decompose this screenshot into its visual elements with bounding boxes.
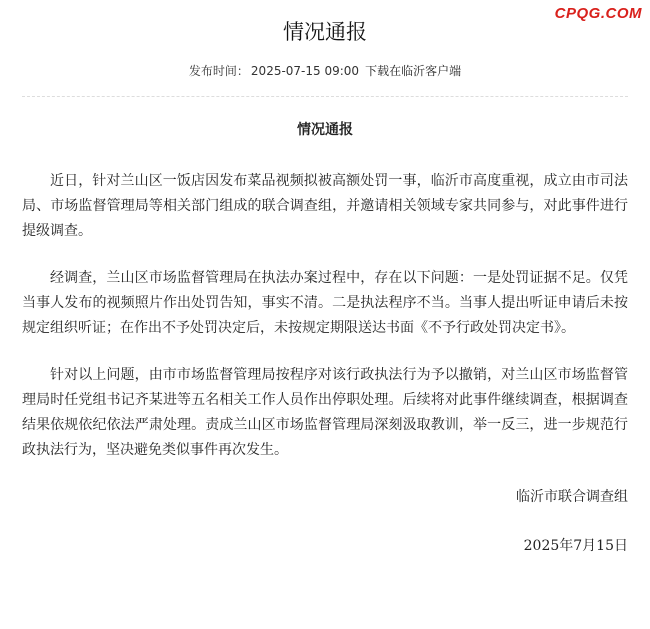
article-paragraph: 经调查，兰山区市场监督管理局在执法办案过程中，存在以下问题：一是处罚证据不足。仅凭当事人发布的视频照片作出处罚告知，事实不清。二是执法程序不当。当事人提出听证申请后未按规定组织听证；在作出不予处罚决定后，未按规定期限送达书面《不予行政处罚决定书》。 (22, 270, 628, 336)
article-paragraph: 针对以上问题，由市市场监督管理局按程序对该行政执法行为予以撤销，对兰山区市场监督管理局时任党组书记齐某进等五名相关工作人员作出停职处理。后续将对此事件继续调查，根据调查结果依规依纪依法严肃处理。责成兰山区市场监督管理局深刻汲取教训，举一反三，进一步规范行政执法行为，坚决避免类似事件再次发生。 (22, 367, 628, 458)
publish-label: 发布时间： (188, 64, 249, 78)
article-paragraph: 近日，针对兰山区一饭店因发布菜品视频拟被高额处罚一事，临沂市高度重视，成立由市司法局、市场监督管理局等相关部门组成的联合调查组，并邀请相关领域专家共同参与，对此事件进行提级调查。 (22, 173, 628, 239)
article-body (22, 114, 628, 559)
article-title: 情况通报 (297, 122, 353, 138)
header-divider (22, 96, 628, 97)
watermark-logo: CPQG.COM (554, 5, 642, 22)
publish-meta (0, 62, 650, 79)
article-date: 2025年7月15日 (523, 538, 628, 554)
download-app-link[interactable]: 下载在临沂客户端 (365, 64, 462, 78)
page-title: 情况通报 (283, 20, 367, 44)
publish-time: 2025-07-15 09:00 (250, 64, 360, 78)
article-signature: 临沂市联合调查组 (516, 489, 628, 505)
